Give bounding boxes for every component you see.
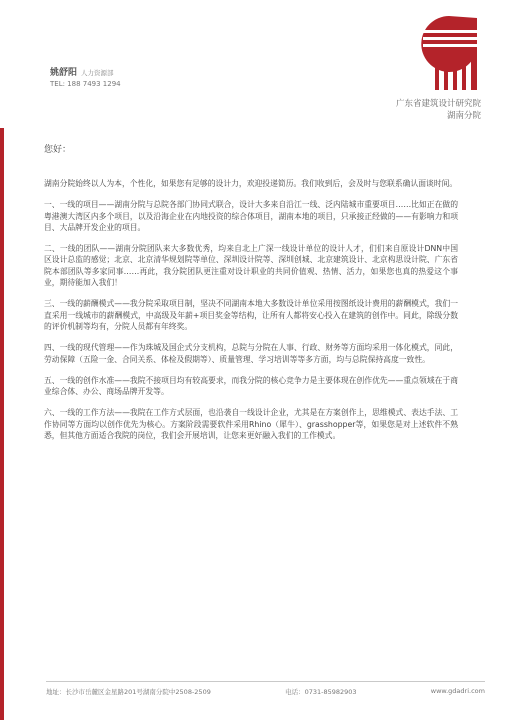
paragraph: 湖南分院始终以人为本，个性化，如果您有足够的设计力，欢迎投递简历。我们收到后，会及时与您联系确认面谈时间。 (44, 179, 458, 188)
contact-tel: TEL: 188 7493 1294 (50, 80, 121, 88)
org-name-line2: 湖南分院 (446, 111, 481, 121)
contact-name: 姚舒阳 (50, 68, 78, 78)
paragraph: 六、一线的工作方法——我院在工作方式层面，也沿袭自一线设计企业，尤其是在方案创作上，思维模式、表达手法、工作协同等方面均以创作优先为核心。方案阶段需要软件采用Rhino（犀牛）、grasshopper等，如果您是对上述软件不熟悉，但其他方面适合我院的岗位，我们会开展培训，让您来更好融入我们的工作模式。 (44, 408, 458, 441)
organization-name (396, 98, 481, 122)
paragraph: 五、一线的创作水准——我院不接项目均有较高要求，而我分院的核心竞争力是主要体现在创作优先——重点领域在于商业综合体、办公、商场品牌开发等。 (44, 375, 458, 397)
institute-logo (417, 12, 481, 94)
footer-address: 地址：长沙市岳麓区金星路201号湖南分院中2508-2509 (46, 688, 211, 696)
org-name-line1: 广东省建筑设计研究院 (395, 99, 481, 109)
letter-body (44, 178, 458, 451)
footer-phone: 电话：0731-85982903 (285, 688, 357, 696)
footer (46, 681, 485, 696)
contact-block (50, 68, 121, 90)
paragraph: 一、一线的项目——湖南分院与总院各部门协同式联合，设计大多来自沿江一线、泛内陆城市重要项目……比如正在做的粤港澳大湾区内多个项目，以及沿海企业在内地投资的综合体项目，湖南本地的项目，只承接正经做的——有影响力和项目、大品牌开发企业的项目。 (44, 200, 458, 232)
contact-role: 人力资源部 (81, 69, 114, 77)
paragraph: 四、一线的现代管理——作为珠城及国企式分支机构，总院与分院在人事、行政、财务等方面均采用一体化模式，同此，劳动保障（五险一金、合同关系、体检及假期等）、质量管理、学习培训等等多方面，均与总院保持高度一致性。 (44, 343, 458, 364)
paragraph: 二、一线的团队——湖南分院团队来大多数优秀，均来自北上广深一线设计单位的设计人才，们们来自原设计DNN中国区设计总监的感觉；北京、北京清华规划院等单位、深圳设计院等、深圳创城、北京建筑设计、北京构思设计院、广东省院本部团队等多家同事……再此，我分院团队更注重对设计职业的共同价值观、热情、活力，如果您也真的热爱这个事业，期待能加入我们！ (44, 244, 458, 288)
accent-bar (0, 128, 4, 720)
salutation: 您好： (44, 145, 72, 155)
footer-website: www.gdadri.com (430, 687, 485, 695)
paragraph: 三、一线的薪酬模式——我分院采取项目制，坚决不同湖南本地大多数设计单位采用按图纸设计费用的薪酬模式，我们一直采用一线城市的薪酬模式，中高级及年薪+项目奖金等结构，让所有人都将安心投入在建筑的创作中。同此，除级分数的评价机制等均有，分院人员都有年终奖。 (44, 299, 458, 331)
